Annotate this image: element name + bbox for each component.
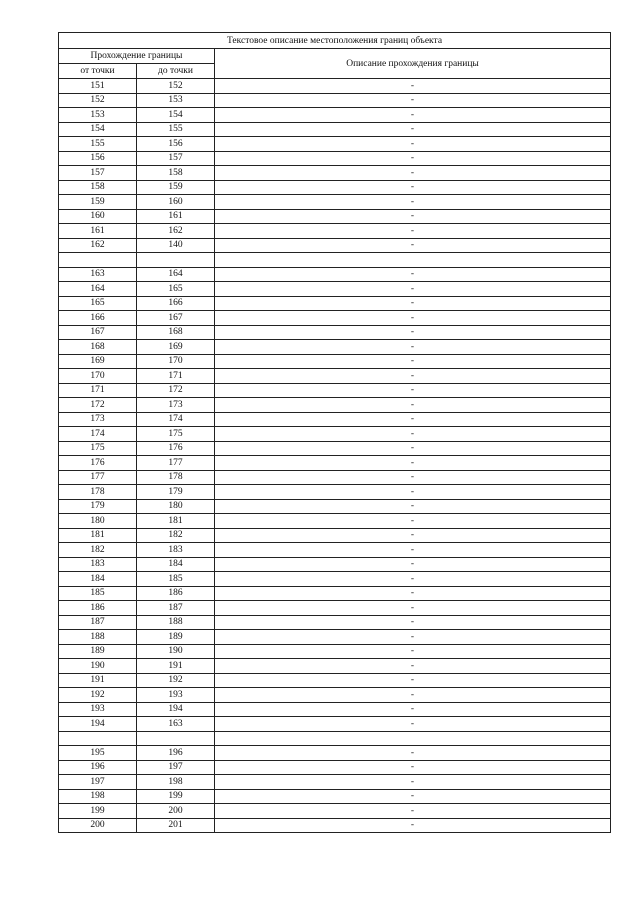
cell-description: -: [215, 325, 611, 340]
cell-to-point: 168: [137, 325, 215, 340]
cell-description: -: [215, 659, 611, 674]
cell-from-point: 186: [59, 601, 137, 616]
cell-description: -: [215, 267, 611, 282]
cell-to-point: 198: [137, 775, 215, 790]
cell-to-point: 177: [137, 456, 215, 471]
cell-from-point: 164: [59, 282, 137, 297]
cell-from-point: 178: [59, 485, 137, 500]
cell-from-point: 187: [59, 615, 137, 630]
cell-to-point: 169: [137, 340, 215, 355]
cell-to-point: 160: [137, 195, 215, 210]
cell-to-point: 187: [137, 601, 215, 616]
cell-description: -: [215, 122, 611, 137]
table-row: [59, 224, 611, 239]
cell-from-point: 175: [59, 441, 137, 456]
group-header: Прохождение границы: [59, 49, 215, 64]
cell-description: -: [215, 209, 611, 224]
table-row: [59, 572, 611, 587]
cell-description: -: [215, 818, 611, 833]
cell-to-point: 161: [137, 209, 215, 224]
cell-to-point: 167: [137, 311, 215, 326]
cell-from-point: 193: [59, 702, 137, 717]
cell-description: -: [215, 557, 611, 572]
cell-to-point: 172: [137, 383, 215, 398]
cell-to-point: 163: [137, 717, 215, 732]
cell-from-point: 191: [59, 673, 137, 688]
cell-to-point: 184: [137, 557, 215, 572]
cell-description: -: [215, 195, 611, 210]
table-row: [59, 760, 611, 775]
table-row: [59, 93, 611, 108]
cell-to-point: 178: [137, 470, 215, 485]
table-row: [59, 702, 611, 717]
cell-description: -: [215, 427, 611, 442]
cell-to-point: 165: [137, 282, 215, 297]
cell-description: -: [215, 93, 611, 108]
cell-from-point: 159: [59, 195, 137, 210]
cell-from-point: 176: [59, 456, 137, 471]
cell-to-point: 199: [137, 789, 215, 804]
cell-description: -: [215, 615, 611, 630]
cell-description: -: [215, 137, 611, 152]
table-row: [59, 514, 611, 529]
cell-description: -: [215, 717, 611, 732]
cell-from-point: 161: [59, 224, 137, 239]
cell-description: -: [215, 354, 611, 369]
table-row: [59, 528, 611, 543]
cell-to-point: 174: [137, 412, 215, 427]
cell-to-point: 164: [137, 267, 215, 282]
cell-description: -: [215, 775, 611, 790]
cell-description: -: [215, 412, 611, 427]
cell-description: -: [215, 673, 611, 688]
cell-from-point: [59, 253, 137, 268]
table-row: [59, 789, 611, 804]
cell-from-point: 168: [59, 340, 137, 355]
cell-from-point: 170: [59, 369, 137, 384]
cell-from-point: 165: [59, 296, 137, 311]
table-row: [59, 659, 611, 674]
table-row: [59, 543, 611, 558]
cell-description: -: [215, 166, 611, 181]
table-row: [59, 296, 611, 311]
table-row: [59, 108, 611, 123]
cell-to-point: 157: [137, 151, 215, 166]
col-header-to: до точки: [137, 64, 215, 79]
cell-from-point: 160: [59, 209, 137, 224]
cell-to-point: 155: [137, 122, 215, 137]
table-row: [59, 485, 611, 500]
table-row: [59, 644, 611, 659]
cell-description: -: [215, 644, 611, 659]
boundary-description-table: [58, 32, 611, 833]
table-row: [59, 311, 611, 326]
cell-description: [215, 731, 611, 746]
table-title: Текстовое описание местоположения границ объекта: [59, 33, 611, 49]
cell-from-point: 181: [59, 528, 137, 543]
cell-to-point: 159: [137, 180, 215, 195]
cell-description: -: [215, 789, 611, 804]
cell-from-point: 153: [59, 108, 137, 123]
cell-from-point: 192: [59, 688, 137, 703]
cell-from-point: 174: [59, 427, 137, 442]
table-row: [59, 195, 611, 210]
table-row: [59, 615, 611, 630]
table-row: [59, 441, 611, 456]
cell-description: -: [215, 282, 611, 297]
cell-to-point: 171: [137, 369, 215, 384]
cell-to-point: 170: [137, 354, 215, 369]
cell-to-point: 154: [137, 108, 215, 123]
cell-to-point: 140: [137, 238, 215, 253]
cell-description: -: [215, 514, 611, 529]
cell-to-point: 158: [137, 166, 215, 181]
cell-from-point: 199: [59, 804, 137, 819]
cell-description: -: [215, 383, 611, 398]
cell-to-point: 153: [137, 93, 215, 108]
table-row: [59, 746, 611, 761]
table-row: [59, 818, 611, 833]
cell-to-point: 179: [137, 485, 215, 500]
table-row: [59, 282, 611, 297]
cell-description: -: [215, 398, 611, 413]
cell-from-point: 158: [59, 180, 137, 195]
cell-description: -: [215, 108, 611, 123]
table-row: [59, 601, 611, 616]
cell-to-point: 188: [137, 615, 215, 630]
table-row: [59, 717, 611, 732]
cell-to-point: [137, 253, 215, 268]
cell-description: -: [215, 311, 611, 326]
table-row: [59, 630, 611, 645]
cell-to-point: 191: [137, 659, 215, 674]
table-row: [59, 238, 611, 253]
cell-from-point: 179: [59, 499, 137, 514]
cell-from-point: 162: [59, 238, 137, 253]
cell-to-point: 176: [137, 441, 215, 456]
table-row: [59, 804, 611, 819]
table-row: [59, 557, 611, 572]
table-body: [59, 79, 611, 833]
cell-description: [215, 253, 611, 268]
cell-to-point: 200: [137, 804, 215, 819]
cell-description: -: [215, 470, 611, 485]
cell-description: -: [215, 702, 611, 717]
table-row: [59, 688, 611, 703]
cell-from-point: 182: [59, 543, 137, 558]
cell-description: -: [215, 456, 611, 471]
table-row: [59, 427, 611, 442]
cell-from-point: 180: [59, 514, 137, 529]
cell-to-point: 193: [137, 688, 215, 703]
cell-from-point: 189: [59, 644, 137, 659]
cell-to-point: 152: [137, 79, 215, 94]
cell-to-point: 181: [137, 514, 215, 529]
cell-to-point: 190: [137, 644, 215, 659]
cell-description: -: [215, 499, 611, 514]
cell-description: -: [215, 441, 611, 456]
cell-from-point: 155: [59, 137, 137, 152]
cell-from-point: 157: [59, 166, 137, 181]
cell-description: -: [215, 224, 611, 239]
cell-from-point: 167: [59, 325, 137, 340]
cell-description: -: [215, 630, 611, 645]
cell-description: -: [215, 586, 611, 601]
col-header-description: Описание прохождения границы: [215, 49, 611, 79]
cell-to-point: 183: [137, 543, 215, 558]
cell-description: -: [215, 804, 611, 819]
cell-from-point: 177: [59, 470, 137, 485]
table-row: [59, 470, 611, 485]
table-row: [59, 122, 611, 137]
table-row: [59, 673, 611, 688]
table-row: [59, 180, 611, 195]
table-row: [59, 340, 611, 355]
cell-to-point: 182: [137, 528, 215, 543]
table-row: [59, 412, 611, 427]
cell-to-point: 192: [137, 673, 215, 688]
table-row: [59, 151, 611, 166]
cell-description: -: [215, 688, 611, 703]
cell-description: -: [215, 238, 611, 253]
cell-to-point: 197: [137, 760, 215, 775]
cell-from-point: 163: [59, 267, 137, 282]
table-row: [59, 267, 611, 282]
table-row-spacer: [59, 731, 611, 746]
cell-from-point: 197: [59, 775, 137, 790]
cell-from-point: 190: [59, 659, 137, 674]
cell-from-point: 154: [59, 122, 137, 137]
cell-description: -: [215, 180, 611, 195]
cell-description: -: [215, 572, 611, 587]
cell-from-point: 196: [59, 760, 137, 775]
cell-to-point: 189: [137, 630, 215, 645]
table-row: [59, 354, 611, 369]
cell-to-point: 186: [137, 586, 215, 601]
table-row: [59, 166, 611, 181]
cell-to-point: 156: [137, 137, 215, 152]
cell-from-point: 198: [59, 789, 137, 804]
cell-to-point: 175: [137, 427, 215, 442]
cell-to-point: [137, 731, 215, 746]
table-row: [59, 325, 611, 340]
cell-description: -: [215, 151, 611, 166]
table-row: [59, 499, 611, 514]
cell-from-point: 166: [59, 311, 137, 326]
cell-from-point: 151: [59, 79, 137, 94]
cell-from-point: 184: [59, 572, 137, 587]
table-row: [59, 209, 611, 224]
cell-from-point: 185: [59, 586, 137, 601]
table-row: [59, 137, 611, 152]
cell-from-point: 200: [59, 818, 137, 833]
cell-from-point: 183: [59, 557, 137, 572]
cell-to-point: 196: [137, 746, 215, 761]
cell-to-point: 166: [137, 296, 215, 311]
table-row-spacer: [59, 253, 611, 268]
cell-from-point: 195: [59, 746, 137, 761]
cell-description: -: [215, 485, 611, 500]
cell-from-point: 173: [59, 412, 137, 427]
cell-description: -: [215, 369, 611, 384]
cell-from-point: 152: [59, 93, 137, 108]
table-row: [59, 398, 611, 413]
col-header-from: от точки: [59, 64, 137, 79]
cell-to-point: 173: [137, 398, 215, 413]
cell-from-point: 169: [59, 354, 137, 369]
cell-description: -: [215, 760, 611, 775]
table-row: [59, 586, 611, 601]
cell-from-point: 194: [59, 717, 137, 732]
cell-from-point: 171: [59, 383, 137, 398]
cell-to-point: 201: [137, 818, 215, 833]
cell-to-point: 162: [137, 224, 215, 239]
table-row: [59, 383, 611, 398]
table-row: [59, 79, 611, 94]
cell-description: -: [215, 746, 611, 761]
cell-to-point: 185: [137, 572, 215, 587]
cell-from-point: 172: [59, 398, 137, 413]
cell-from-point: 188: [59, 630, 137, 645]
cell-from-point: [59, 731, 137, 746]
cell-from-point: 156: [59, 151, 137, 166]
table-row: [59, 456, 611, 471]
cell-description: -: [215, 601, 611, 616]
cell-description: -: [215, 79, 611, 94]
cell-description: -: [215, 340, 611, 355]
cell-description: -: [215, 528, 611, 543]
table-row: [59, 369, 611, 384]
cell-description: -: [215, 296, 611, 311]
document-page: [58, 32, 610, 833]
table-row: [59, 775, 611, 790]
cell-to-point: 180: [137, 499, 215, 514]
cell-to-point: 194: [137, 702, 215, 717]
cell-description: -: [215, 543, 611, 558]
